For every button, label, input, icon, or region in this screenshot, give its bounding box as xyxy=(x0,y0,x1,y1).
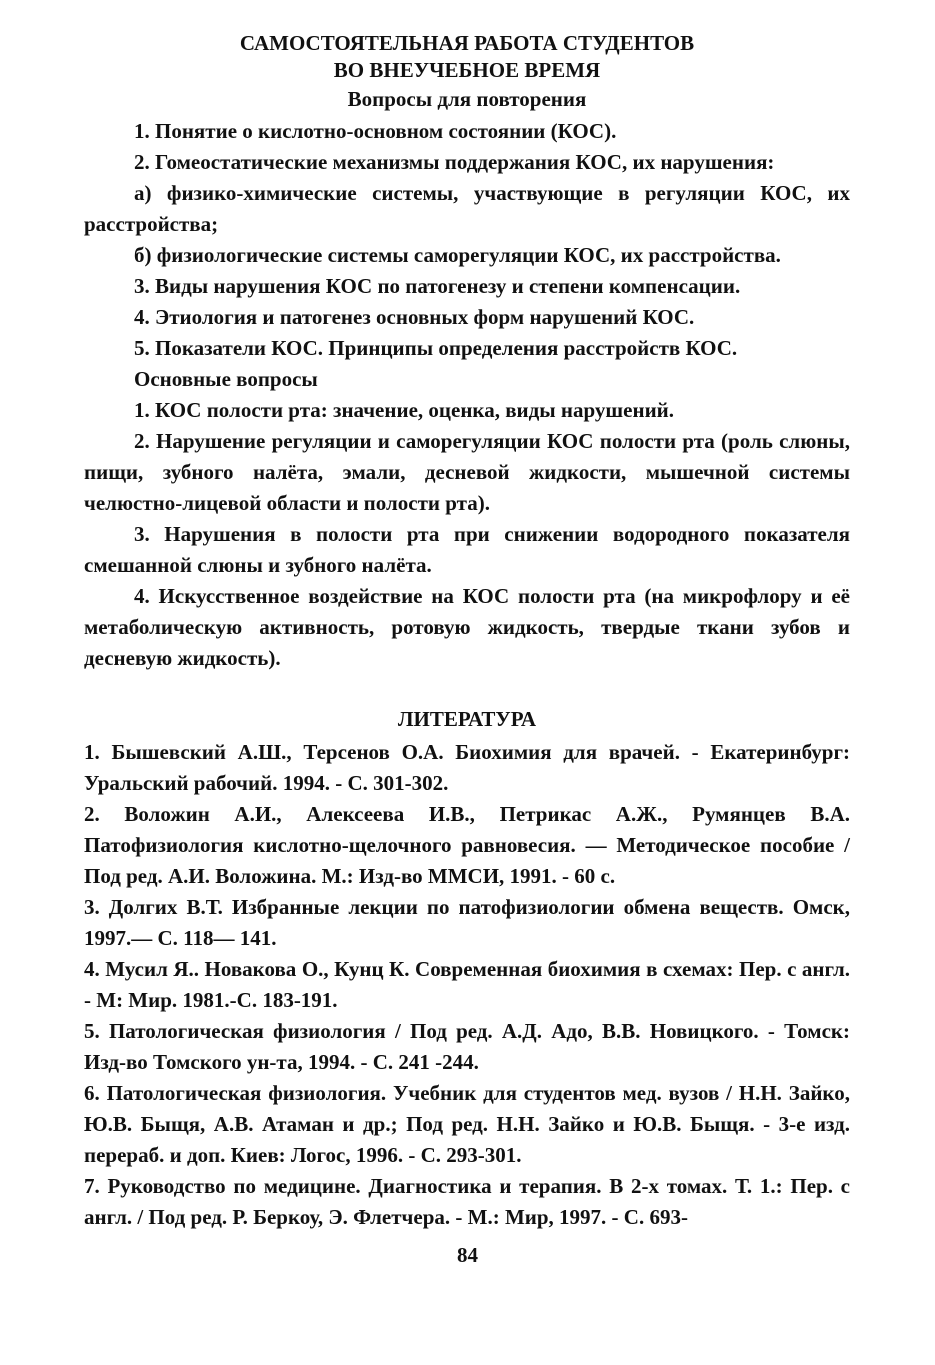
main-question-1: 1. КОС полости рта: значение, оценка, виды нарушений. xyxy=(134,398,675,422)
document-page xyxy=(84,30,850,1233)
main-question-3: 3. Нарушения в полости рта при снижении водородного показателя смешанной слюны и зубного налёта. xyxy=(84,522,850,577)
literature-item-3: 3. Долгих В.Т. Избранные лекции по патофизиологии обмена веществ. Омск, 1997.— С. 118— 141. xyxy=(84,895,850,950)
section-title-line2: ВО ВНЕУЧЕБНОЕ ВРЕМЯ xyxy=(333,58,601,82)
literature-item-2: 2. Воложин А.И., Алексеева И.В., Петрикас А.Ж., Румянцев В.А. Патофизиология кислотно-щелочного равновесия. — Методическое пособие / Под ред. А.И. Воложина. М.: Изд-во ММСИ, 1991. - 60 с. xyxy=(84,802,850,888)
literature-item-4: 4. Мусил Я.. Новакова О., Кунц К. Современная биохимия в схемах: Пер. с англ. - М: Мир. 1981.-С. 183-191. xyxy=(84,957,850,1012)
repetition-question-2b: б) физиологические системы саморегуляции КОС, их расстройства. xyxy=(134,243,781,267)
repetition-question-1: 1. Понятие о кислотно-основном состоянии (КОС). xyxy=(134,119,617,143)
repetition-questions-title: Вопросы для повторения xyxy=(347,87,587,111)
main-questions-title: Основные вопросы xyxy=(134,367,318,391)
main-question-2: 2. Нарушение регуляции и саморегуляции КОС полости рта (роль слюны, пищи, зубного налёта, эмали, десневой жидкости, мышечной системы челюстно-лицевой области и полости рта). xyxy=(84,429,850,515)
page-number: 84 xyxy=(457,1243,478,1267)
literature-item-6: 6. Патологическая физиология. Учебник для студентов мед. вузов / Н.Н. Зайко, Ю.В. Быщя, А.В. Атаман и др.; Под ред. Н.Н. Зайко и Ю.В. Быщя. - 3-е изд. перераб. и доп. Киев: Логос, 1996. - С. 293-301. xyxy=(84,1081,850,1167)
main-question-4: 4. Искусственное воздействие на КОС полости рта (на микрофлору и её метаболическую активность, ротовую жидкость, твердые ткани зубов и десневую жидкость). xyxy=(84,584,850,670)
section-title-line1: САМОСТОЯТЕЛЬНАЯ РАБОТА СТУДЕНТОВ xyxy=(239,31,695,55)
repetition-question-2: 2. Гомеостатические механизмы поддержания КОС, их нарушения: xyxy=(134,150,775,174)
repetition-question-3: 3. Виды нарушения КОС по патогенезу и степени компенсации. xyxy=(134,274,741,298)
repetition-question-5: 5. Показатели КОС. Принципы определения расстройств КОС. xyxy=(134,336,738,360)
literature-item-7: 7. Руководство по медицине. Диагностика и терапия. В 2-х томах. Т. 1.: Пер. с англ. / Под ред. Р. Беркоу, Э. Флетчера. - М.: Мир, 1997. - С. 693- xyxy=(84,1174,850,1229)
repetition-question-4: 4. Этиология и патогенез основных форм нарушений КОС. xyxy=(134,305,695,329)
literature-item-5: 5. Патологическая физиология / Под ред. А.Д. Адо, В.В. Новицкого. - Томск: Изд-во Томского ун-та, 1994. - С. 241 -244. xyxy=(84,1019,850,1074)
literature-item-1: 1. Бышевский А.Ш., Терсенов О.А. Биохимия для врачей. - Екатеринбург: Уральский рабочий. 1994. - С. 301-302. xyxy=(84,740,850,795)
repetition-question-2a: а) физико-химические системы, участвующие в регуляции КОС, их расстройства; xyxy=(84,181,850,236)
literature-title: ЛИТЕРАТУРА xyxy=(397,707,537,731)
section-spacer xyxy=(84,674,850,704)
